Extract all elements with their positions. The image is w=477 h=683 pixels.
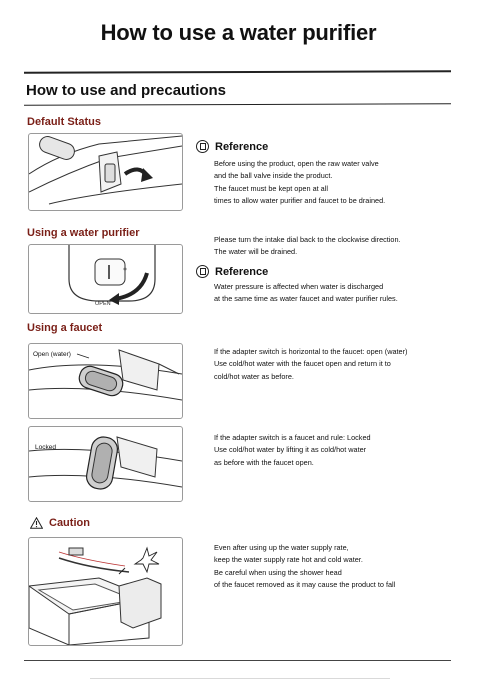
using-purifier-heading: Using a water purifier xyxy=(27,227,140,239)
open-water-label: Open (water) xyxy=(33,351,71,358)
text-line: Use cold/hot water with the faucet open and return it to xyxy=(214,359,391,369)
bottom-divider xyxy=(24,660,451,661)
text-line: and the ball valve inside the product. xyxy=(214,171,333,181)
default-status-heading: Default Status xyxy=(27,116,101,128)
reference-title: Reference xyxy=(215,265,269,278)
text-line: Please turn the intake dial back to the clockwise direction. xyxy=(214,235,401,244)
default-status-text xyxy=(214,158,464,207)
locked-label: Locked xyxy=(35,444,56,451)
caution-title: Caution xyxy=(49,517,90,529)
faucet-locked-text xyxy=(214,432,464,469)
reference-icon xyxy=(196,140,209,153)
page-edge-line xyxy=(90,678,390,679)
text-line: The faucet must be kept open at all xyxy=(214,183,328,193)
caution-heading xyxy=(30,517,90,529)
text-line: If the adapter switch is a faucet and rule: Locked xyxy=(214,433,371,442)
faucet-open-illustration xyxy=(28,343,183,419)
reference-heading-2 xyxy=(196,265,268,278)
caution-illustration xyxy=(28,537,183,646)
purifier-dial-illustration xyxy=(28,244,183,314)
text-line: The water will be drained. xyxy=(214,247,298,257)
text-line: keep the water supply rate hot and cold water. xyxy=(214,555,363,565)
page-title: How to use a water purifier xyxy=(100,20,377,45)
faucet-open-text xyxy=(214,346,464,383)
title-divider xyxy=(24,70,451,73)
text-line: of the faucet removed as it may cause the product to fall xyxy=(214,579,396,589)
section-divider xyxy=(24,103,451,105)
text-line: times to allow water purifier and faucet to be drained. xyxy=(214,195,386,205)
text-line: If the adapter switch is horizontal to the faucet: open (water) xyxy=(214,347,408,356)
using-faucet-heading: Using a faucet xyxy=(27,322,103,334)
text-line: Use cold/hot water by lifting it as cold/hot water xyxy=(214,445,367,455)
text-line: cold/hot water as before. xyxy=(214,371,294,381)
caution-text xyxy=(214,542,464,591)
section-title: How to use and precautions xyxy=(26,82,227,99)
text-line: at the same time as water faucet and water purifier rules. xyxy=(214,294,398,304)
reference-icon xyxy=(196,265,209,278)
reference-title: Reference xyxy=(215,140,269,153)
dial-open-label: OPEN xyxy=(95,301,111,307)
using-purifier-text xyxy=(214,234,464,259)
faucet-locked-illustration xyxy=(28,426,183,502)
warning-icon xyxy=(30,517,43,529)
purifier-reference-text xyxy=(214,281,464,306)
text-line: Be careful when using the shower head xyxy=(214,567,342,577)
reference-heading-1 xyxy=(196,140,268,153)
text-line: as before with the faucet open. xyxy=(214,457,314,467)
text-line: Even after using up the water supply rate, xyxy=(214,543,349,552)
default-status-illustration xyxy=(28,133,183,211)
text-line: Water pressure is affected when water is discharged xyxy=(214,282,384,291)
text-line: Before using the product, open the raw water valve xyxy=(214,159,379,168)
